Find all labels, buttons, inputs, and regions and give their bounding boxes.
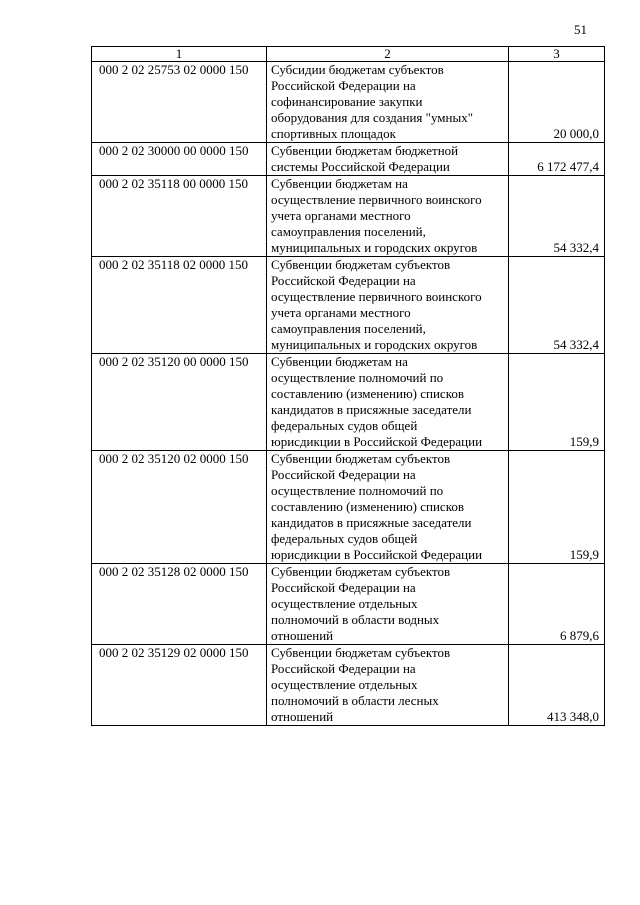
description-line: полномочий в области лесных <box>271 693 439 708</box>
budget-code-cell: 000 2 02 35128 02 0000 150 <box>92 564 267 645</box>
description-line: полномочий в области водных <box>271 612 440 627</box>
description-line: спортивных площадок <box>271 126 396 141</box>
description-line: Субвенции бюджетам на <box>271 176 408 191</box>
description-line: федеральных судов общей <box>271 531 418 546</box>
description-line: Субвенции бюджетам субъектов <box>271 564 451 579</box>
description-cell <box>267 354 509 451</box>
page-number: 51 <box>574 22 587 37</box>
table-row <box>92 143 605 176</box>
amount-cell: 159,9 <box>509 354 605 451</box>
table-header-row <box>92 47 605 62</box>
budget-code-cell: 000 2 02 35118 00 0000 150 <box>92 176 267 257</box>
budget-code-cell: 000 2 02 35118 02 0000 150 <box>92 257 267 354</box>
description-line: кандидатов в присяжные заседатели <box>271 402 472 417</box>
amount-cell: 159,9 <box>509 451 605 564</box>
description-line: Российской Федерации на <box>271 273 416 288</box>
table-row <box>92 451 605 564</box>
description-line: Субвенции бюджетам бюджетной <box>271 143 459 158</box>
description-line: кандидатов в присяжные заседатели <box>271 515 472 530</box>
budget-code-cell: 000 2 02 30000 00 0000 150 <box>92 143 267 176</box>
description-cell <box>267 451 509 564</box>
description-line: муниципальных и городских округов <box>271 337 478 352</box>
description-line: оборудования для создания "умных" <box>271 110 474 125</box>
description-line: осуществление первичного воинского <box>271 192 482 207</box>
description-line: самоуправления поселений, <box>271 224 426 239</box>
table-row <box>92 257 605 354</box>
description-line: Субсидии бюджетам субъектов <box>271 62 444 77</box>
budget-code-cell: 000 2 02 35129 02 0000 150 <box>92 645 267 726</box>
description-line: Российской Федерации на <box>271 661 416 676</box>
description-line: Субвенции бюджетам на <box>271 354 408 369</box>
description-line: Российской Федерации на <box>271 580 416 595</box>
description-line: юрисдикции в Российской Федерации <box>271 434 483 449</box>
table-row <box>92 564 605 645</box>
table-row <box>92 645 605 726</box>
description-line: федеральных судов общей <box>271 418 418 433</box>
amount-cell: 54 332,4 <box>509 176 605 257</box>
description-line: учета органами местного <box>271 208 411 223</box>
budget-code-cell: 000 2 02 25753 02 0000 150 <box>92 62 267 143</box>
description-cell <box>267 645 509 726</box>
table-row <box>92 176 605 257</box>
amount-cell: 413 348,0 <box>509 645 605 726</box>
budget-code-cell: 000 2 02 35120 02 0000 150 <box>92 451 267 564</box>
column-header-1: 1 <box>92 47 267 62</box>
description-line: составлению (изменению) списков <box>271 499 464 514</box>
description-line: софинансирование закупки <box>271 94 423 109</box>
description-cell <box>267 176 509 257</box>
budget-table <box>91 46 605 726</box>
description-line: отношений <box>271 709 334 724</box>
column-header-3: 3 <box>509 47 605 62</box>
description-line: осуществление первичного воинского <box>271 289 482 304</box>
description-line: осуществление отдельных <box>271 596 418 611</box>
amount-cell: 20 000,0 <box>509 62 605 143</box>
description-line: осуществление отдельных <box>271 677 418 692</box>
amount-cell: 54 332,4 <box>509 257 605 354</box>
amount-cell: 6 879,6 <box>509 564 605 645</box>
table-row <box>92 62 605 143</box>
description-line: составлению (изменению) списков <box>271 386 464 401</box>
description-line: Субвенции бюджетам субъектов <box>271 451 451 466</box>
description-cell <box>267 257 509 354</box>
description-line: юрисдикции в Российской Федерации <box>271 547 483 562</box>
description-cell <box>267 564 509 645</box>
description-line: Субвенции бюджетам субъектов <box>271 257 451 272</box>
description-cell <box>267 62 509 143</box>
description-line: осуществление полномочий по <box>271 370 444 385</box>
description-line: осуществление полномочий по <box>271 483 444 498</box>
amount-cell: 6 172 477,4 <box>509 143 605 176</box>
description-line: муниципальных и городских округов <box>271 240 478 255</box>
description-line: Российской Федерации на <box>271 467 416 482</box>
description-line: Российской Федерации на <box>271 78 416 93</box>
description-line: самоуправления поселений, <box>271 321 426 336</box>
column-header-2: 2 <box>267 47 509 62</box>
table-row <box>92 354 605 451</box>
description-line: учета органами местного <box>271 305 411 320</box>
budget-code-cell: 000 2 02 35120 00 0000 150 <box>92 354 267 451</box>
description-cell <box>267 143 509 176</box>
description-line: отношений <box>271 628 334 643</box>
description-line: системы Российской Федерации <box>271 159 450 174</box>
description-line: Субвенции бюджетам субъектов <box>271 645 451 660</box>
